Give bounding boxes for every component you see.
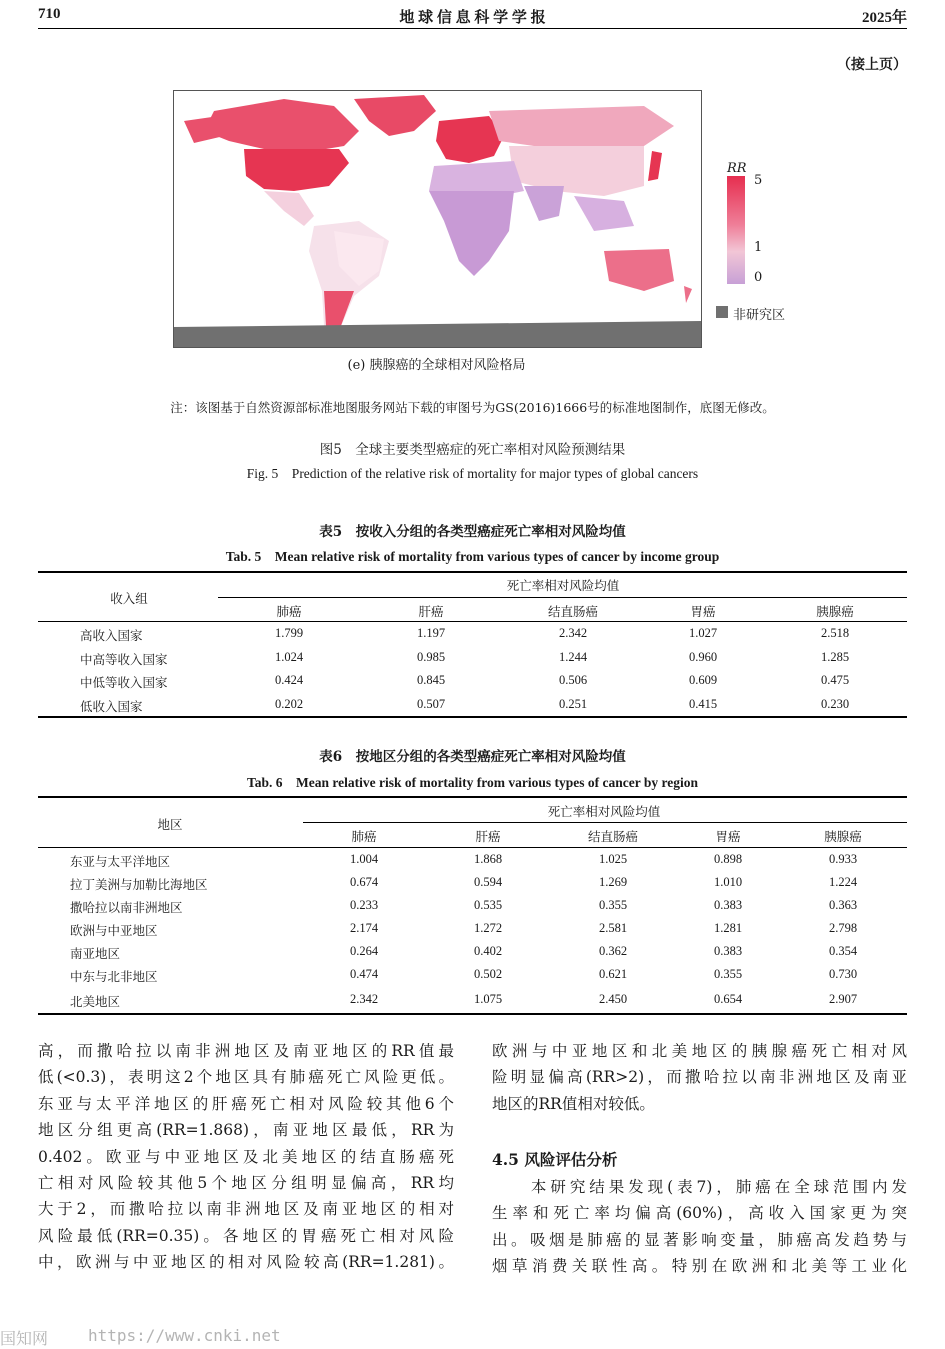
region-usa bbox=[244, 149, 349, 191]
table5-header-rule bbox=[38, 621, 907, 622]
table6-row-label: 南亚地区 bbox=[70, 947, 121, 961]
map-note: 注：该图基于自然资源部标准地图服务网站下载的审图号为GS(2016)1666号的标准地图制作，底图无修改。 bbox=[170, 400, 775, 415]
table6-cell: 0.898 bbox=[713, 852, 743, 866]
table6-col-header: 胃癌 bbox=[715, 830, 741, 844]
table6-row-label: 中东与北非地区 bbox=[70, 970, 158, 984]
journal-name: 地 球 信 息 科 学 学 报 bbox=[399, 10, 546, 26]
table5-row-label: 低收入国家 bbox=[80, 700, 143, 714]
table5-group-header: 收入组 bbox=[110, 592, 148, 606]
table5-row-label: 中高等收入国家 bbox=[80, 653, 168, 667]
table5-bottom-rule bbox=[38, 716, 907, 718]
table6-cell: 2.450 bbox=[598, 992, 628, 1006]
table6-cell: 2.342 bbox=[349, 992, 379, 1006]
table5-cell: 1.197 bbox=[416, 626, 446, 640]
legend-colorbar bbox=[727, 176, 745, 284]
body-line: 中，欧洲与中亚地区的相对风险较高(RR=1.281)。 bbox=[38, 1253, 454, 1272]
region-new-zealand bbox=[684, 286, 692, 303]
table5-cell: 0.985 bbox=[416, 650, 446, 664]
table6-cell: 0.674 bbox=[349, 875, 379, 889]
legend-tick-5: 5 bbox=[754, 173, 763, 188]
footer-site-name: 国知网 bbox=[0, 1329, 49, 1348]
table6-cell: 0.933 bbox=[828, 852, 858, 866]
table6-cell: 0.355 bbox=[598, 898, 628, 912]
table5-span-rule bbox=[218, 597, 907, 598]
table5-cell: 0.960 bbox=[688, 650, 718, 664]
table5-cell: 0.202 bbox=[274, 697, 304, 711]
body-line: 烟草消费关联性高。特别在欧洲和北美等工业化 bbox=[492, 1257, 907, 1276]
body-line: 0.402。欧亚与中亚地区及北美地区的结直肠癌死 bbox=[38, 1147, 454, 1166]
table6-group-header: 地区 bbox=[157, 818, 183, 832]
region-antarctica bbox=[174, 321, 701, 347]
table6-row-label: 东亚与太平洋地区 bbox=[70, 855, 171, 869]
region-south-asia bbox=[524, 186, 564, 221]
table6-row-label: 撒哈拉以南非洲地区 bbox=[70, 901, 183, 915]
region-alaska bbox=[184, 116, 224, 143]
table5-cell: 1.285 bbox=[820, 650, 850, 664]
table5-col-header: 胃癌 bbox=[690, 605, 716, 619]
table6-cell: 0.383 bbox=[713, 898, 743, 912]
body-line: 东亚与太平洋地区的肝癌死亡相对风险较其他6个 bbox=[38, 1094, 454, 1113]
body-line: 风险最低(RR=0.35)。各地区的胃癌死亡相对风险 bbox=[38, 1226, 454, 1245]
table6-cell: 1.868 bbox=[473, 852, 503, 866]
legend-tick-0: 0 bbox=[754, 270, 763, 285]
table6-col-header: 肝癌 bbox=[475, 830, 501, 844]
header-rule bbox=[38, 28, 907, 29]
body-line: 生率和死亡率均偏高(60%)，高收入国家更为突 bbox=[492, 1204, 907, 1223]
world-map-svg bbox=[174, 91, 701, 347]
body-line: 地区分组更高(RR=1.868)，南亚地区最低，RR为 bbox=[38, 1121, 454, 1140]
table6-row-label: 拉丁美洲与加勒比海地区 bbox=[70, 878, 208, 892]
table6-title-cn: 表6 按地区分组的各类型癌症死亡率相对风险均值 bbox=[319, 749, 626, 765]
region-mexico bbox=[264, 191, 314, 226]
table6-cell: 0.402 bbox=[473, 944, 503, 958]
subfigure-caption: (e) 胰腺癌的全球相对风险格局 bbox=[347, 358, 526, 373]
table5-cell: 1.027 bbox=[688, 626, 718, 640]
table5-cell: 0.475 bbox=[820, 673, 850, 687]
legend-non-study-swatch bbox=[716, 306, 728, 318]
region-canada bbox=[204, 99, 359, 151]
body-line: 地区的RR值相对较低。 bbox=[492, 1094, 655, 1113]
table6-col-header: 肺癌 bbox=[351, 830, 377, 844]
table6-cell: 0.594 bbox=[473, 875, 503, 889]
page-number: 710 bbox=[38, 6, 61, 22]
table6-cell: 2.798 bbox=[828, 921, 858, 935]
region-argentina bbox=[324, 291, 354, 331]
table6-cell: 1.025 bbox=[598, 852, 628, 866]
table6-cell: 1.004 bbox=[349, 852, 379, 866]
table6-row-label: 北美地区 bbox=[70, 995, 121, 1009]
table5-cell: 0.424 bbox=[274, 673, 304, 687]
figure-caption-cn: 图5 全球主要类型癌症的死亡率相对风险预测结果 bbox=[319, 442, 626, 458]
table6-cell: 2.907 bbox=[828, 992, 858, 1006]
table5-cell: 0.609 bbox=[688, 673, 718, 687]
region-australia bbox=[604, 249, 674, 291]
body-line: 本研究结果发现(表7)，肺癌在全球范围内发 bbox=[492, 1178, 907, 1196]
legend-title: RR bbox=[727, 161, 747, 176]
region-africa bbox=[429, 191, 514, 276]
region-se-asia bbox=[574, 196, 634, 231]
table6-span-rule bbox=[303, 822, 907, 823]
region-japan bbox=[648, 151, 662, 181]
table6-cell: 2.174 bbox=[349, 921, 379, 935]
world-map bbox=[173, 90, 702, 348]
table5-cell: 1.244 bbox=[558, 650, 588, 664]
table5-cell: 2.518 bbox=[820, 626, 850, 640]
body-right-column-bottom bbox=[492, 1174, 907, 1280]
table5-span-header: 死亡率相对风险均值 bbox=[506, 579, 620, 593]
table5-col-header: 结直肠癌 bbox=[547, 605, 599, 619]
table5-cell: 2.342 bbox=[558, 626, 588, 640]
publication-year: 2025年 bbox=[861, 10, 907, 26]
table6-cell: 0.362 bbox=[598, 944, 628, 958]
section-heading-4-5: 4.5 风险评估分析 bbox=[492, 1150, 618, 1169]
body-line: 低(<0.3)，表明这2个地区具有肺癌死亡风险更低。 bbox=[38, 1068, 454, 1087]
table5-cell: 0.230 bbox=[820, 697, 850, 711]
region-russia bbox=[489, 106, 674, 149]
table5-cell: 1.799 bbox=[274, 626, 304, 640]
table6-cell: 0.730 bbox=[828, 967, 858, 981]
table6-cell: 1.269 bbox=[598, 875, 628, 889]
table6-col-header: 结直肠癌 bbox=[587, 830, 639, 844]
table5-cell: 0.506 bbox=[558, 673, 588, 687]
table6-row-label: 欧洲与中亚地区 bbox=[70, 924, 158, 938]
table6-cell: 1.224 bbox=[828, 875, 858, 889]
table6-cell: 0.355 bbox=[713, 967, 743, 981]
table6-cell: 0.474 bbox=[349, 967, 379, 981]
table6-title-en: Tab. 6 Mean relative risk of mortality from various types of cancer by region bbox=[246, 775, 699, 790]
body-line: 亡相对风险较其他5个地区分组明显偏高，RR均 bbox=[38, 1173, 454, 1192]
table6-cell: 0.354 bbox=[828, 944, 858, 958]
table5-title-en: Tab. 5 Mean relative risk of mortality from various types of cancer by income group bbox=[225, 549, 720, 564]
table6-cell: 0.233 bbox=[349, 898, 379, 912]
table6-cell: 0.264 bbox=[349, 944, 379, 958]
table6-bottom-rule bbox=[38, 1013, 907, 1015]
table5-row-label: 中低等收入国家 bbox=[80, 676, 168, 690]
table5-cell: 0.251 bbox=[558, 697, 588, 711]
table6-cell: 0.383 bbox=[713, 944, 743, 958]
table5-cell: 0.415 bbox=[688, 697, 718, 711]
body-line: 险明显偏高(RR>2)，而撒哈拉以南非洲地区及南亚 bbox=[492, 1068, 907, 1087]
table5-top-rule bbox=[38, 571, 907, 573]
region-greenland bbox=[354, 95, 436, 136]
body-left-column bbox=[38, 1038, 454, 1276]
table6-header-rule bbox=[38, 847, 907, 848]
body-line: 出。吸烟是肺癌的显著影响变量，肺癌高发趋势与 bbox=[492, 1230, 907, 1249]
table6-cell: 0.363 bbox=[828, 898, 858, 912]
table6-span-header: 死亡率相对风险均值 bbox=[547, 805, 661, 819]
table6-cell: 0.654 bbox=[713, 992, 743, 1006]
table6-col-header: 胰腺癌 bbox=[824, 830, 862, 844]
table5-col-header: 胰腺癌 bbox=[816, 605, 854, 619]
legend-tick-1: 1 bbox=[754, 240, 763, 255]
table6-cell: 0.502 bbox=[473, 967, 503, 981]
table5-cell: 1.024 bbox=[274, 650, 304, 664]
table5-title-cn: 表5 按收入分组的各类型癌症死亡率相对风险均值 bbox=[319, 524, 626, 540]
figure-caption-en: Fig. 5 Prediction of the relative risk of mortality for major types of global cancers bbox=[246, 466, 699, 481]
body-line: 高，而撒哈拉以南非洲地区及南亚地区的RR值最 bbox=[38, 1042, 454, 1060]
table5-col-header: 肺癌 bbox=[276, 605, 302, 619]
body-line: 欧洲与中亚地区和北美地区的胰腺癌死亡相对风 bbox=[492, 1042, 907, 1060]
footer-url[interactable]: https://www.cnki.net bbox=[88, 1326, 281, 1345]
continued-label: （接上页） bbox=[837, 57, 907, 73]
table6-cell: 1.281 bbox=[713, 921, 743, 935]
table5-col-header: 肝癌 bbox=[418, 605, 444, 619]
table6-cell: 0.621 bbox=[598, 967, 628, 981]
table6-cell: 1.272 bbox=[473, 921, 503, 935]
table5-cell: 0.845 bbox=[416, 673, 446, 687]
table5-cell: 0.507 bbox=[416, 697, 446, 711]
legend-non-study-label: 非研究区 bbox=[733, 308, 786, 323]
table6-cell: 1.010 bbox=[713, 875, 743, 889]
table6-cell: 0.535 bbox=[473, 898, 503, 912]
body-line: 大于2，而撒哈拉以南非洲地区及南亚地区的相对 bbox=[38, 1200, 454, 1219]
body-right-column-top bbox=[492, 1038, 907, 1117]
table6-cell: 1.075 bbox=[473, 992, 503, 1006]
table6-cell: 2.581 bbox=[598, 921, 628, 935]
table5-row-label: 高收入国家 bbox=[80, 629, 143, 643]
table6-top-rule bbox=[38, 796, 907, 798]
